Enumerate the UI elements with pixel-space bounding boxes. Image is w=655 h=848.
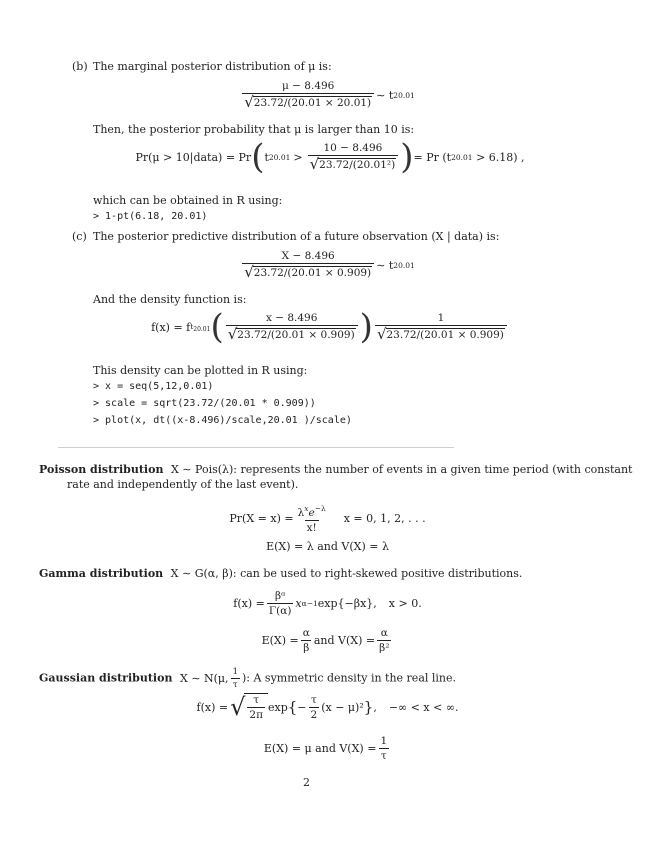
part-c-equation-2: f(x) = f $t_{20.01}$ ( x − 8.496 √ 23.72/(20.01 × 0.909) ) 1 √ 23.72/(20.01 × 0.909) xyxy=(140,312,520,342)
part-c-code-line-1: > x = seq(5,12,0.01) xyxy=(93,381,214,392)
pdf-denominator: Γ(α) xyxy=(268,605,292,617)
pdf-lhs: f(x) = xyxy=(233,597,265,610)
fraction-numerator-2: 1 xyxy=(437,312,445,324)
fraction-denominator: 23.72/(20.01 × 20.01) xyxy=(253,97,372,109)
notation-numerator: 1 xyxy=(232,667,238,677)
density-subscript: t xyxy=(190,321,194,331)
fraction-denominator: 23.72/(20.01²) xyxy=(319,159,396,171)
mean-lhs: E(X) = xyxy=(261,634,299,647)
page-number: 2 xyxy=(303,776,310,789)
part-c-intro: The posterior predictive distribution of a future observation (X | data) is: xyxy=(93,230,500,243)
pmf-numerator: $\lambda^xe^{-\lambda}$ xyxy=(297,504,326,519)
inner-numerator: τ xyxy=(310,693,317,706)
gaussian-title: Gaussian distribution xyxy=(39,671,173,685)
variance-denominator: τ xyxy=(380,750,387,762)
pmf-lhs: Pr(X = x) = xyxy=(229,512,294,525)
probability-lhs: Pr(μ > 10|data) = Pr xyxy=(135,150,252,164)
sqrt-numerator: τ xyxy=(253,694,260,706)
poisson-description-2: rate and independently of the last event). xyxy=(67,478,299,491)
variance-lhs: and V(X) = xyxy=(313,634,376,647)
degrees-of-freedom: 20.01 xyxy=(393,260,415,270)
pdf-numerator: βᵅ xyxy=(274,590,286,602)
fraction-numerator: X − 8.496 xyxy=(281,250,335,262)
poisson-notation: X ∼ Pois(λ): xyxy=(170,463,237,476)
poisson-heading xyxy=(39,463,632,477)
gamma-notation: X ∼ G(α, β): xyxy=(170,567,237,580)
mean-numerator: α xyxy=(302,627,310,639)
gaussian-description: A symmetric density in the real line. xyxy=(253,671,457,685)
part-c-label: (c) xyxy=(72,230,87,243)
poisson-pmf xyxy=(200,503,455,534)
probability-rhs: = Pr (t xyxy=(413,150,452,164)
degrees-of-freedom: 20.01 xyxy=(393,90,415,100)
inner-negation: − xyxy=(297,700,307,714)
fraction-denominator-2: 23.72/(20.01 × 0.909) xyxy=(386,329,504,341)
part-c-equation-1: X − 8.496 √ 23.72/(20.01 × 0.909) ∼ t 20.01 xyxy=(244,250,415,281)
gaussian-notation: X ∼ N(μ, xyxy=(179,671,229,685)
part-c-plotted-text: This density can be plotted in R using: xyxy=(93,364,308,377)
part-b-label: (b) xyxy=(72,60,88,73)
pdf-exponent: α−1 xyxy=(301,599,318,608)
part-c-code-line-2: > scale = sqrt(23.72/(20.01 * 0.909)) xyxy=(93,398,316,409)
greater-than: > xyxy=(293,150,303,164)
inner-denominator: 2 xyxy=(310,708,318,721)
fraction-numerator: x − 8.496 xyxy=(265,312,318,324)
poisson-description-1: represents the number of events in a given time period (with constant xyxy=(240,463,633,476)
part-b-equation-1: μ − 8.496 √ 23.72/(20.01 × 20.01) ∼ t 20.01 xyxy=(244,80,415,111)
gamma-pdf xyxy=(200,590,455,617)
mean-denominator: β xyxy=(303,642,310,654)
distribution-symbol: ∼ t xyxy=(376,88,394,102)
pdf-exp: exp{−βx}, xyxy=(317,597,377,610)
fraction-numerator: μ − 8.496 xyxy=(282,80,335,92)
notation-denominator: τ xyxy=(232,680,238,690)
pmf-denominator: x! xyxy=(306,522,317,534)
rhs-tail: > 6.18) , xyxy=(476,150,525,164)
gaussian-heading xyxy=(39,667,456,690)
variance-numerator: 1 xyxy=(380,735,388,747)
rhs-subscript: 20.01 xyxy=(451,152,473,162)
gaussian-moments xyxy=(200,735,455,762)
poisson-moments: E(X) = λ and V(X) = λ xyxy=(266,540,389,553)
variance-numerator: α xyxy=(380,627,388,639)
fraction-numerator: 10 − 8.496 xyxy=(323,142,383,154)
gamma-title: Gamma distribution xyxy=(39,567,164,580)
fraction-denominator: 23.72/(20.01 × 0.909) xyxy=(237,329,355,341)
moments-lhs: E(X) = μ and V(X) = xyxy=(263,742,377,755)
t-subscript: 20.01 xyxy=(268,152,291,162)
variance-denominator: β² xyxy=(379,642,390,654)
pdf-domain: x > 0. xyxy=(388,597,422,610)
pdf-domain: −∞ < x < ∞. xyxy=(388,700,459,714)
part-c-code-line-3: > plot(x, dt((x-8.496)/scale,20.01 )/scale) xyxy=(93,415,352,426)
gamma-description: can be used to right-skewed positive distributions. xyxy=(240,567,523,580)
pdf-lhs: f(x) = xyxy=(196,700,229,714)
part-b-then-text: Then, the posterior probability that μ is larger than 10 is: xyxy=(93,123,415,136)
pdf-variable: x xyxy=(295,597,302,610)
pmf-domain: x = 0, 1, 2, . . . xyxy=(343,512,426,525)
distribution-symbol: ∼ t xyxy=(376,258,394,272)
part-b-code: > 1-pt(6.18, 20.01) xyxy=(93,211,208,222)
notation-tail: ): xyxy=(241,671,250,685)
gamma-heading xyxy=(39,567,522,581)
density-lhs: f(x) = f xyxy=(151,320,191,334)
inner-tail: (x − μ)² xyxy=(321,700,364,714)
part-b-obtained-text: which can be obtained in R using: xyxy=(93,194,283,207)
section-divider xyxy=(58,447,454,448)
density-subsubscript: 20.01 xyxy=(193,325,211,333)
fraction-denominator: 23.72/(20.01 × 0.909) xyxy=(253,267,372,279)
gamma-moments xyxy=(200,627,455,654)
part-b-intro: The marginal posterior distribution of μ is: xyxy=(93,60,332,73)
poisson-title: Poisson distribution xyxy=(39,463,164,476)
exp-function: exp xyxy=(267,700,288,714)
t-symbol: t xyxy=(264,150,269,164)
gaussian-pdf: f(x) = √ $\frac{\tau}{2\pi}$ exp { − $\frac{\tau}{2}$ (x − μ)² } , −∞ < x < ∞. xyxy=(196,693,459,721)
sqrt-denominator: 2π xyxy=(249,709,263,721)
part-b-equation-2: Pr(μ > 10|data) = Pr ( t 20.01 > 10 − 8.496 √ 23.72/(20.01²) ) = Pr (t 20.01 > 6.18) , xyxy=(135,137,525,177)
part-c-density-intro: And the density function is: xyxy=(93,293,247,306)
